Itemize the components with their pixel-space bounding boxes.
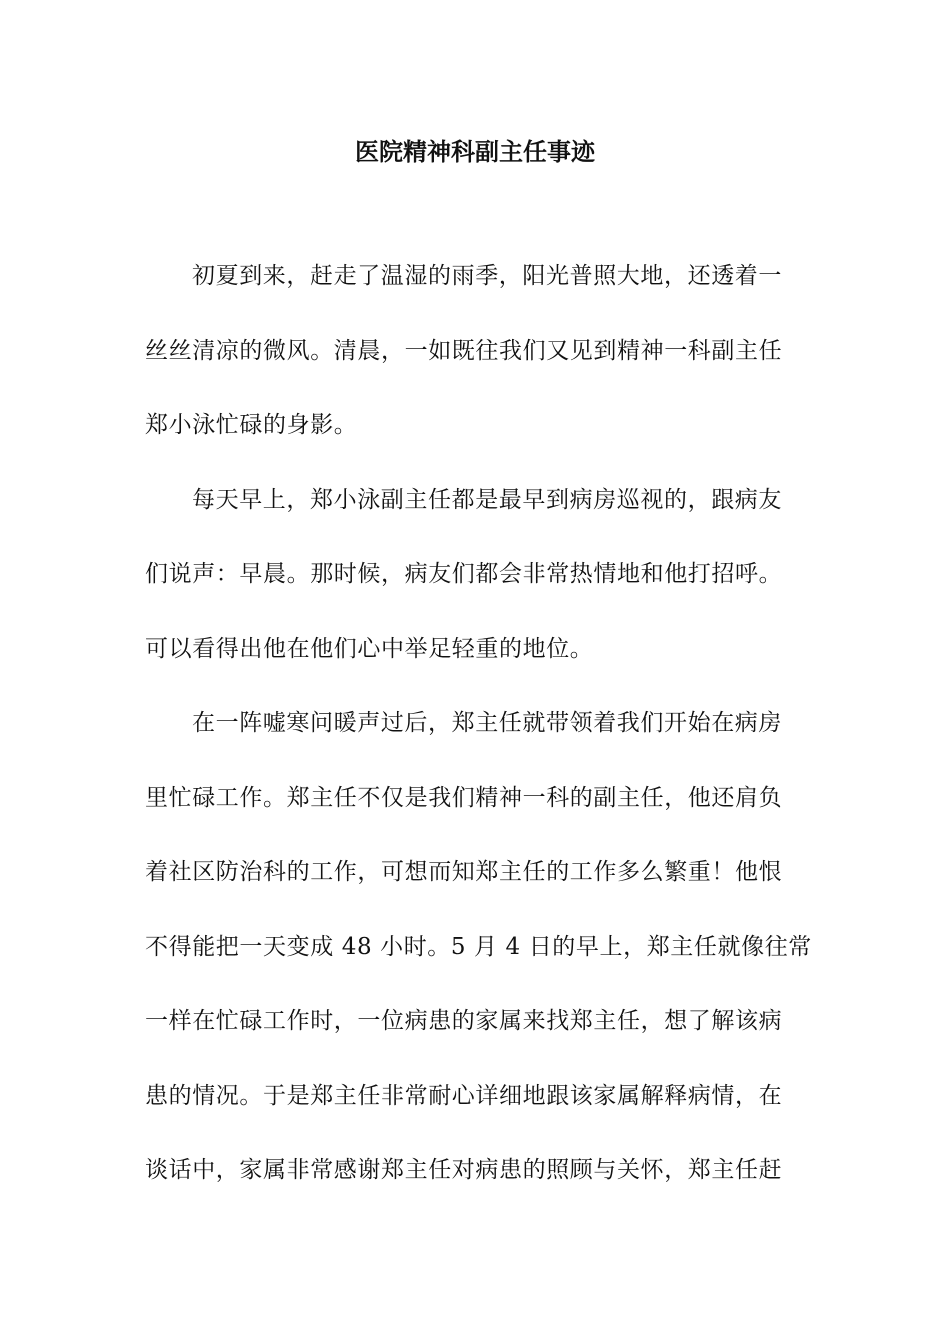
paragraph-line: 着社区防治科的工作，可想而知郑主任的工作多么繁重！他恨 (145, 859, 783, 885)
paragraph-line: 初夏到来，赶走了温湿的雨季，阳光普照大地，还透着一 (192, 263, 782, 289)
paragraph-line: 不得能把一天变成 48 小时。5 月 4 日的早上，郑主任就像往常 (145, 933, 812, 960)
paragraph-line: 患的情况。于是郑主任非常耐心详细地跟该家属解释病情，在 (145, 1082, 783, 1109)
paragraph-line: 一样在忙碌工作时，一位病患的家属来找郑主任，想了解该病 (145, 1008, 783, 1034)
document-title: 医院精神科副主任事迹 (355, 137, 595, 166)
paragraph-line: 每天早上，郑小泳副主任都是最早到病房巡视的，跟病友 (192, 486, 782, 513)
document-body (145, 256, 812, 1225)
paragraph-line: 在一阵嘘寒问暖声过后，郑主任就带领着我们开始在病房 (192, 710, 782, 736)
paragraph-line: 里忙碌工作。郑主任不仅是我们精神一科的副主任，他还肩负 (145, 784, 783, 811)
paragraph-line: 丝丝清凉的微风。清晨，一如既往我们又见到精神一科副主任 (145, 337, 783, 364)
paragraph-line: 可以看得出他在他们心中举足轻重的地位。 (145, 635, 594, 662)
paragraph-line: 谈话中，家属非常感谢郑主任对病患的照顾与关怀，郑主任赶 (145, 1157, 783, 1183)
paragraph-line: 郑小泳忙碌的身影。 (145, 412, 358, 438)
paragraph-line: 们说声：早晨。那时候，病友们都会非常热情地和他打招呼。 (145, 561, 783, 587)
